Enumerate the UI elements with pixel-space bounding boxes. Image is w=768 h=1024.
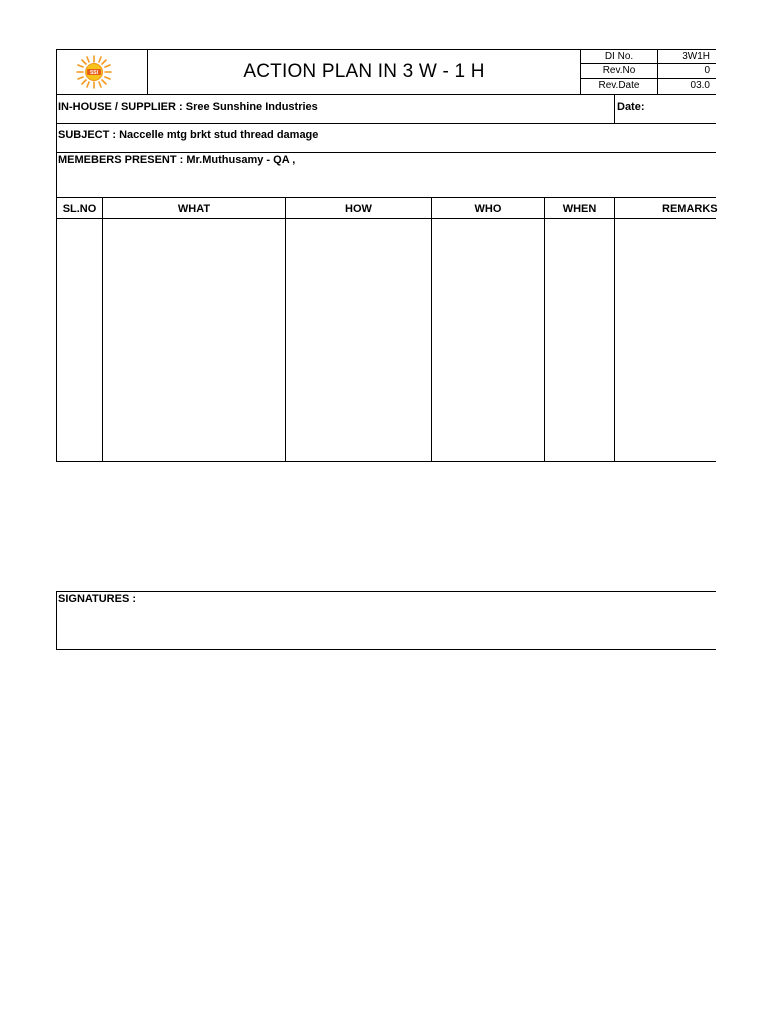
column-header-when: WHEN — [562, 202, 597, 215]
company-logo — [74, 54, 114, 90]
signatures-label: SIGNATURES : — [58, 593, 137, 605]
supplier-field: IN-HOUSE / SUPPLIER : Sree Sunshine Industries — [58, 101, 318, 113]
sheet-left-border — [56, 49, 57, 462]
subject-bottom-border — [56, 152, 716, 153]
table-bottom-border — [56, 461, 716, 462]
members-present-field: MEMEBERS PRESENT : Mr.Muthusamy - QA , — [58, 154, 296, 166]
supplier-bottom-border — [56, 123, 716, 124]
table-header-bottom-border — [56, 218, 716, 219]
column-header-how: HOW — [345, 202, 372, 215]
logo-text: SSI — [89, 70, 99, 77]
date-divider — [614, 94, 615, 123]
signatures-top-border — [56, 591, 716, 592]
docinfo-value-rev-no: 0 — [704, 65, 710, 76]
column-header-what: WHAT — [177, 202, 211, 215]
column-header-sl-no: SL.NO — [62, 202, 97, 215]
header-bottom-border — [56, 94, 716, 95]
page-title: ACTION PLAN IN 3 W - 1 H — [243, 61, 485, 82]
docinfo-label-rev-date: Rev.Date — [598, 80, 640, 91]
signatures-bottom-border — [56, 649, 716, 650]
column-header-who: WHO — [474, 202, 502, 215]
members-bottom-border — [56, 197, 716, 198]
docinfo-value-di-no: 3W1H — [682, 51, 710, 62]
date-label: Date: — [617, 101, 645, 113]
docinfo-label-rev-no: Rev.No — [602, 65, 636, 76]
sun-logo-icon — [74, 54, 114, 90]
subject-field: SUBJECT : Naccelle mtg brkt stud thread damage — [58, 129, 319, 141]
docinfo-label-di-no: DI No. — [604, 51, 634, 62]
table-col-divider-2 — [285, 197, 286, 462]
docinfo-value-rev-date: 03.0 — [690, 80, 710, 91]
signatures-left-border — [56, 591, 57, 650]
column-header-remarks: REMARKS — [662, 202, 718, 215]
table-col-divider-5 — [614, 197, 615, 462]
table-col-divider-4 — [544, 197, 545, 462]
table-col-divider-3 — [431, 197, 432, 462]
table-col-divider-1 — [102, 197, 103, 462]
